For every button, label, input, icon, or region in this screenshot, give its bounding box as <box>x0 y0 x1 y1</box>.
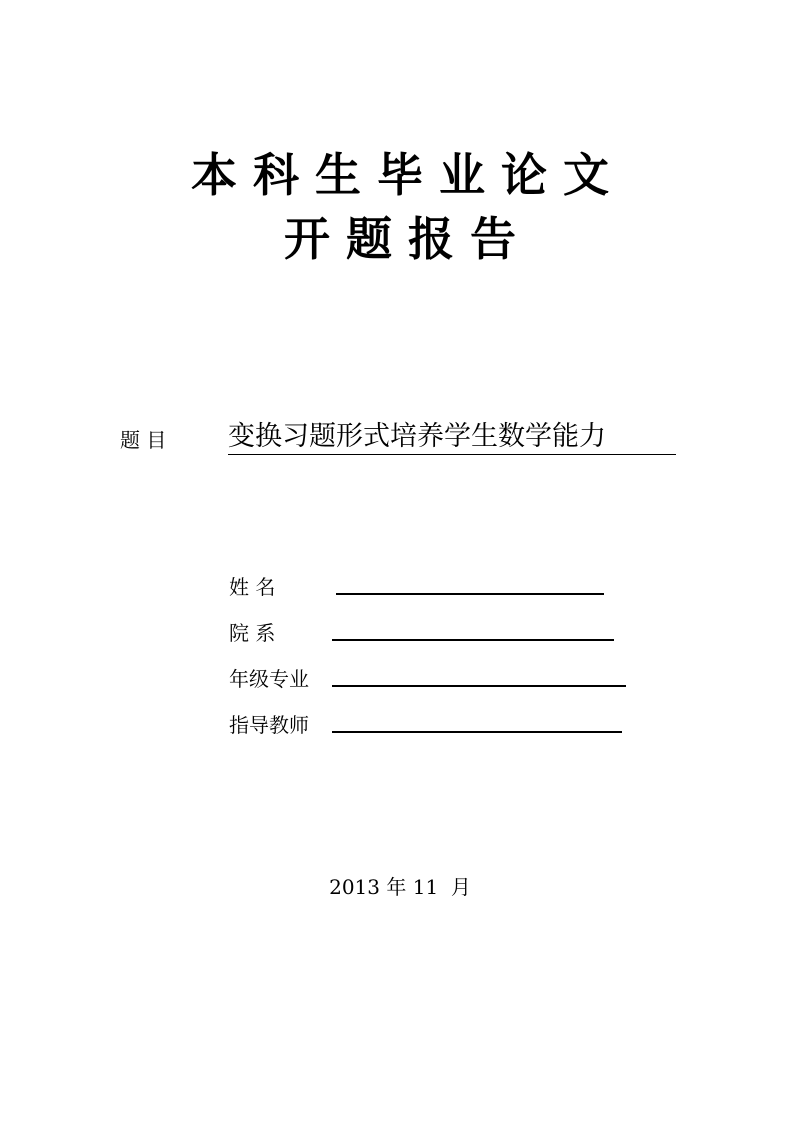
department-row <box>229 616 649 662</box>
name-row <box>229 570 649 616</box>
advisor-label: 指导教师 <box>229 713 309 737</box>
name-label: 姓 名 <box>229 575 276 599</box>
grade-major-label: 年级专业 <box>229 667 309 691</box>
grade-major-blank-line <box>332 685 626 687</box>
department-blank-line <box>332 639 614 641</box>
topic-label: 题 目 <box>120 428 167 452</box>
report-date: 2013 年 11 月 <box>329 875 471 899</box>
name-blank-line <box>336 593 604 595</box>
grade-major-row <box>229 662 649 708</box>
topic-value-field: 变换习题形式培养学生数学能力 <box>228 420 676 455</box>
department-label: 院 系 <box>229 621 276 645</box>
advisor-row <box>229 708 649 754</box>
student-info-block <box>229 570 649 754</box>
advisor-blank-line <box>332 731 622 733</box>
title-line-1: 本 科 生 毕 业 论 文 <box>190 148 610 202</box>
title-line-2: 开 题 报 告 <box>283 212 517 266</box>
topic-row <box>120 420 720 460</box>
